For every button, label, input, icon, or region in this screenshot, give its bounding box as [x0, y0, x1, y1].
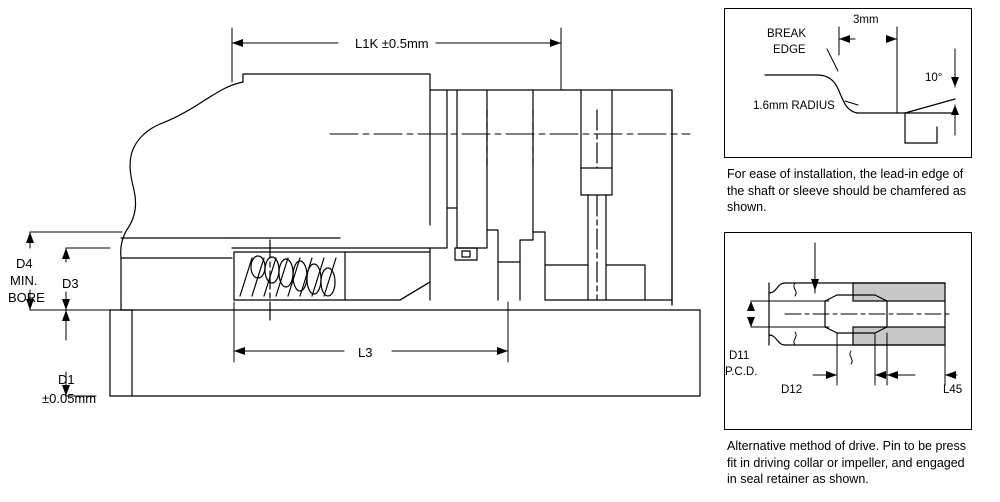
- seal-chamber-lines: [121, 238, 430, 258]
- label-break-edge-line2: EDGE: [773, 44, 806, 56]
- label-d1: D1: [58, 372, 75, 387]
- label-d4-line1: D4: [16, 256, 33, 271]
- label-d11-line1: D11: [729, 350, 750, 362]
- label-3mm: 3mm: [853, 14, 879, 26]
- leader-lines: [827, 49, 858, 105]
- hidden-lines: [487, 110, 533, 168]
- detail-pin-drive-panel: [724, 232, 972, 430]
- detail-chamfer-panel: [724, 8, 972, 158]
- caption-pin-drive: Alternative method of drive. Pin to be press fit in driving collar or impeller, and engaged in seal retainer as shown.: [727, 439, 967, 486]
- seal-faces-assembly: [345, 208, 672, 300]
- angle-indicator: [951, 49, 959, 135]
- label-l3: L3: [358, 345, 373, 360]
- seal-body-outline: [121, 74, 672, 310]
- label-l45: L45: [943, 384, 963, 396]
- label-d11-line2: P.C.D.: [725, 366, 758, 378]
- base-plate: [110, 310, 700, 396]
- caption-chamfer: For ease of installation, the lead-in edge of the shaft or sleeve should be chamfered as shown.: [727, 167, 967, 214]
- label-angle: 10°: [925, 72, 943, 84]
- housing-internal-lines: [430, 90, 672, 305]
- label-d3: D3: [62, 276, 79, 291]
- label-d4-line3: BORE: [8, 290, 45, 305]
- label-radius: 1.6mm RADIUS: [753, 100, 835, 112]
- spring-pack: [234, 252, 345, 300]
- label-d1-tolerance: ±0.05mm: [42, 391, 97, 406]
- label-d4-line2: MIN.: [10, 273, 38, 288]
- label-l1k: L1K ±0.5mm: [355, 36, 429, 51]
- dimension-3mm: [839, 27, 897, 113]
- label-break-edge-line1: BREAK: [767, 28, 806, 40]
- label-d12: D12: [781, 384, 803, 396]
- dimension-d11: [747, 249, 829, 327]
